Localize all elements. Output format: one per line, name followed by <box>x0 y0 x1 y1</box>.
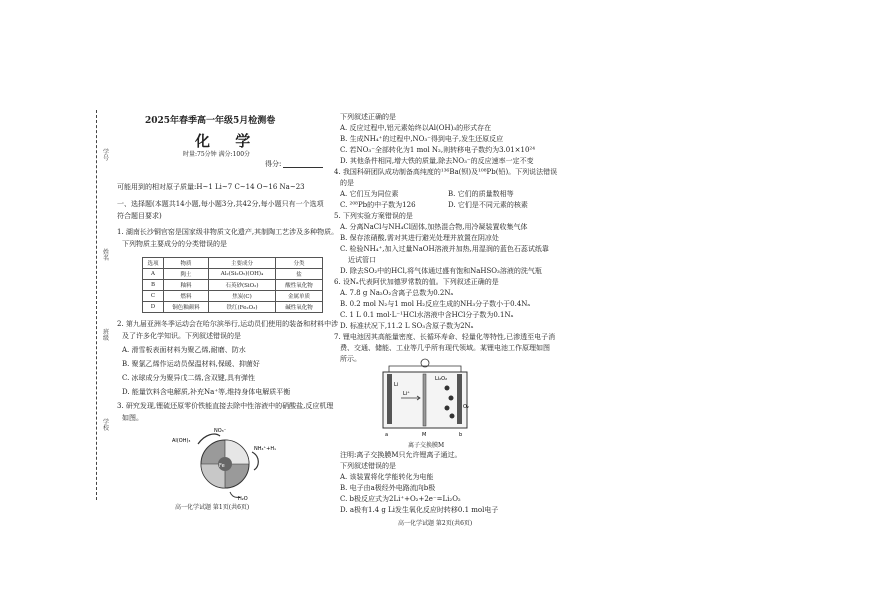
question-2: 2. 第九届亚洲冬季运动会在哈尔滨举行,运动员们使用的装备和材料中涉 <box>117 320 339 328</box>
battery-figure <box>375 358 475 440</box>
battery-caption: 离子交换膜M <box>408 442 445 449</box>
question-7-cont: 费、交通、储能、工业等几乎所有现代领域。某锂电池工作原理如图 <box>340 344 550 352</box>
score-blank <box>283 167 323 168</box>
q5-option-b: B. 保存浓硝酸,需对其进行避光处理并放置在阴凉处 <box>340 234 499 242</box>
table-cell: 陶土 <box>164 269 209 280</box>
q5-option-d: D. 除去SO₂中的HCl,将气体通过盛有饱和NaHSO₃溶液的洗气瓶 <box>340 267 542 275</box>
q3-option-b: B. 生成NH₄⁺的过程中,NO₃⁻得到电子,发生还原反应 <box>340 135 504 143</box>
q4-option-b: B. 它们的质量数相等 <box>448 190 514 198</box>
table-cell: C <box>143 291 164 302</box>
table-header-cell: 选项 <box>143 258 164 269</box>
table-cell: A <box>143 269 164 280</box>
table-cell: Al₂(Si₂O₅)(OH)₄ <box>209 269 276 280</box>
fig2-label: Li₂O₂ <box>435 376 448 382</box>
table-cell: B <box>143 280 164 291</box>
table-cell: 釉料 <box>164 280 209 291</box>
table-header-cell: 物质 <box>164 258 209 269</box>
question-3: 3. 研究发现,锂硫还原零价铁能直接去除中性溶液中的硝酸盐,反应机理 <box>117 402 334 410</box>
score-label: 得分: <box>265 160 282 168</box>
q2-option-b: B. 聚氯乙烯作运动员保温材料,保暖、抑菌好 <box>122 360 260 368</box>
q3-option-c: C. 若NO₃⁻全部转化为1 mol N₂,则转移电子数约为3.01×10²⁴ <box>340 146 536 154</box>
question-5: 5. 下列实验方案错误的是 <box>334 212 413 220</box>
electrode-a <box>387 374 392 424</box>
q2-option-d: D. 能量饮料含电解质,补充Na⁺等,维持身体电解质平衡 <box>122 388 291 396</box>
page-1-footer: 高一化学试题 第1页(共6页) <box>175 504 250 511</box>
table-cell: 碱性氧化物 <box>276 302 323 313</box>
table-cell: 燃料 <box>164 291 209 302</box>
section-1-heading: 一、选择题(本题共14小题,每小题3分,共42分,每小题只有一个选项 <box>117 200 324 208</box>
fig2-label: M <box>422 432 427 438</box>
q5-option-a: A. 分离NaCl与NH₄Cl固体,加热混合物,用冷凝装置收集气体 <box>340 223 528 231</box>
mechanism-figure <box>170 422 280 502</box>
fig1-label: Fe <box>219 463 225 469</box>
table-cell: 盐 <box>276 269 323 280</box>
table-header-row <box>143 258 323 269</box>
question-3-cont: 如图。 <box>122 414 143 422</box>
q7-option-c: C. b极反应式为2Li⁺+O₂+2e⁻=Li₂O₂ <box>340 495 461 503</box>
table-cell: D <box>143 302 164 313</box>
table-cell: 铜色釉颜料 <box>164 302 209 313</box>
fig2-label: Li <box>394 382 399 388</box>
fig2-label: O₂ <box>463 404 469 410</box>
exam-title: 2025年春季高一年级5月检测卷 <box>145 116 276 126</box>
binding-label-class: 班级 <box>103 329 110 342</box>
binding-label-name: 姓名 <box>103 249 110 262</box>
fig1-label: NH₄⁺+Hₓ <box>254 446 277 452</box>
fig2-label: a <box>385 432 389 438</box>
q3-option-d: D. 其他条件相同,增大铁的质量,除去NO₃⁻的反应速率一定不变 <box>340 157 534 165</box>
q4-option-a: A. 它们互为同位素 <box>340 190 399 198</box>
q2-option-a: A. 滑雪板表面材料为聚乙烯,耐磨、防水 <box>122 346 246 354</box>
q2-option-c: C. 冰球成分为聚异戊二烯,含双键,具有弹性 <box>122 374 256 382</box>
table-header-cell: 分类 <box>276 258 323 269</box>
exam-time-score: 时量:75分钟 满分:100分 <box>183 151 251 158</box>
q7-option-b: B. 电子由a极经外电路流向b极 <box>340 484 436 492</box>
table-cell: 金属单质 <box>276 291 323 302</box>
q7-prompt: 下列叙述错误的是 <box>340 462 396 470</box>
q7-option-d: D. a极有1.4 g Li发生氧化反应时转移0.1 mol电子 <box>340 506 499 514</box>
q7-option-a: A. 该装置将化学能转化为电能 <box>340 473 434 481</box>
q6-option-c: C. 1 L 0.1 mol·L⁻¹HCl水溶液中含HCl分子数为0.1Nₐ <box>340 311 514 319</box>
table-cell: 铁红(Fe₂O₃) <box>209 302 276 313</box>
table-cell: 焦炭(C) <box>209 291 276 302</box>
question-2-cont: 及了许多化学知识。下列叙述错误的是 <box>122 332 241 340</box>
q4-option-d: D. 它们是不同元素的核素 <box>448 201 528 209</box>
table-row <box>143 291 323 302</box>
table-row <box>143 269 323 280</box>
li2o2-particle <box>445 386 450 391</box>
fig1-label: Al(OH)₃ <box>172 438 191 444</box>
ion-exchange-membrane <box>423 374 426 426</box>
section-1-heading-cont: 符合题目要求) <box>117 212 162 220</box>
question-7-cont2: 所示。 <box>340 355 361 363</box>
question-6: 6. 设Nₐ代表阿伏加德罗常数的值。下列叙述正确的是 <box>334 278 499 286</box>
q3-prompt: 下列叙述正确的是 <box>340 113 396 121</box>
q4-option-c: C. ²⁰⁸Pb的中子数为126 <box>340 201 416 209</box>
table-header-cell: 主要成分 <box>209 258 276 269</box>
q3-option-a: A. 反应过程中,铝元素始终以Al(OH)₃的形式存在 <box>340 124 492 132</box>
li2o2-particle <box>445 406 450 411</box>
question-4-cont: 的是 <box>340 179 354 187</box>
question-1: 1. 湖南长沙铜官窑是国家级非物质文化遗产,其制陶工艺涉及多种物质。 <box>117 228 339 236</box>
battery-note: 注明:离子交换膜M只允许锂离子通过。 <box>340 451 462 459</box>
q5-option-c-cont: 近试管口 <box>348 256 376 264</box>
table-cell: 石英砂(SiO₂) <box>209 280 276 291</box>
table-cell: 酸性氧化物 <box>276 280 323 291</box>
q5-option-c: C. 检验NH₄⁺,加入过量NaOH溶液并加热,用湿润的蓝色石蕊试纸靠 <box>340 245 549 253</box>
binding-labels <box>101 150 113 480</box>
li2o2-particle <box>449 396 454 401</box>
binding-label-school: 学校 <box>103 419 110 432</box>
fig2-label: b <box>459 432 463 438</box>
binding-label-student-id: 学号 <box>103 149 110 162</box>
exam-subject: 化 学 <box>195 132 261 150</box>
reaction-arrow <box>252 452 258 470</box>
electrode-b <box>457 374 462 424</box>
li2o2-particle <box>450 414 455 419</box>
fig1-label: NO₃⁻ <box>214 428 227 434</box>
table-row <box>143 302 323 313</box>
binding-line <box>96 110 98 500</box>
q6-option-b: B. 0.2 mol N₂与1 mol H₂反应生成的NH₃分子数小于0.4Nₐ <box>340 300 531 308</box>
fig1-label: H₂O <box>238 496 248 502</box>
atomic-masses: 可能用到的相对原子质量:H~1 Li~7 C~14 O~16 Na~23 <box>117 183 305 191</box>
table-row <box>143 280 323 291</box>
q6-option-d: D. 标准状况下,11.2 L SO₃含原子数为2Nₐ <box>340 322 474 330</box>
question-4: 4. 我国科研团队成功制备高纯度的¹³⁶Ba(钡)及¹⁰⁸Pb(铅)。下列说法错误 <box>334 168 558 176</box>
page-2-footer: 高一化学试题 第2页(共6页) <box>398 520 473 527</box>
fig2-label: Li⁺ <box>403 391 410 397</box>
question-1-cont: 下列物质主要成分的分类错误的是 <box>122 240 227 248</box>
materials-table <box>142 257 323 313</box>
question-7: 7. 锂电池因其高能量密度、长循环寿命、轻量化等特性,已渗透至电子消 <box>334 333 556 341</box>
q6-option-a: A. 7.8 g Na₂O₂含离子总数为0.2Nₐ <box>340 289 454 297</box>
